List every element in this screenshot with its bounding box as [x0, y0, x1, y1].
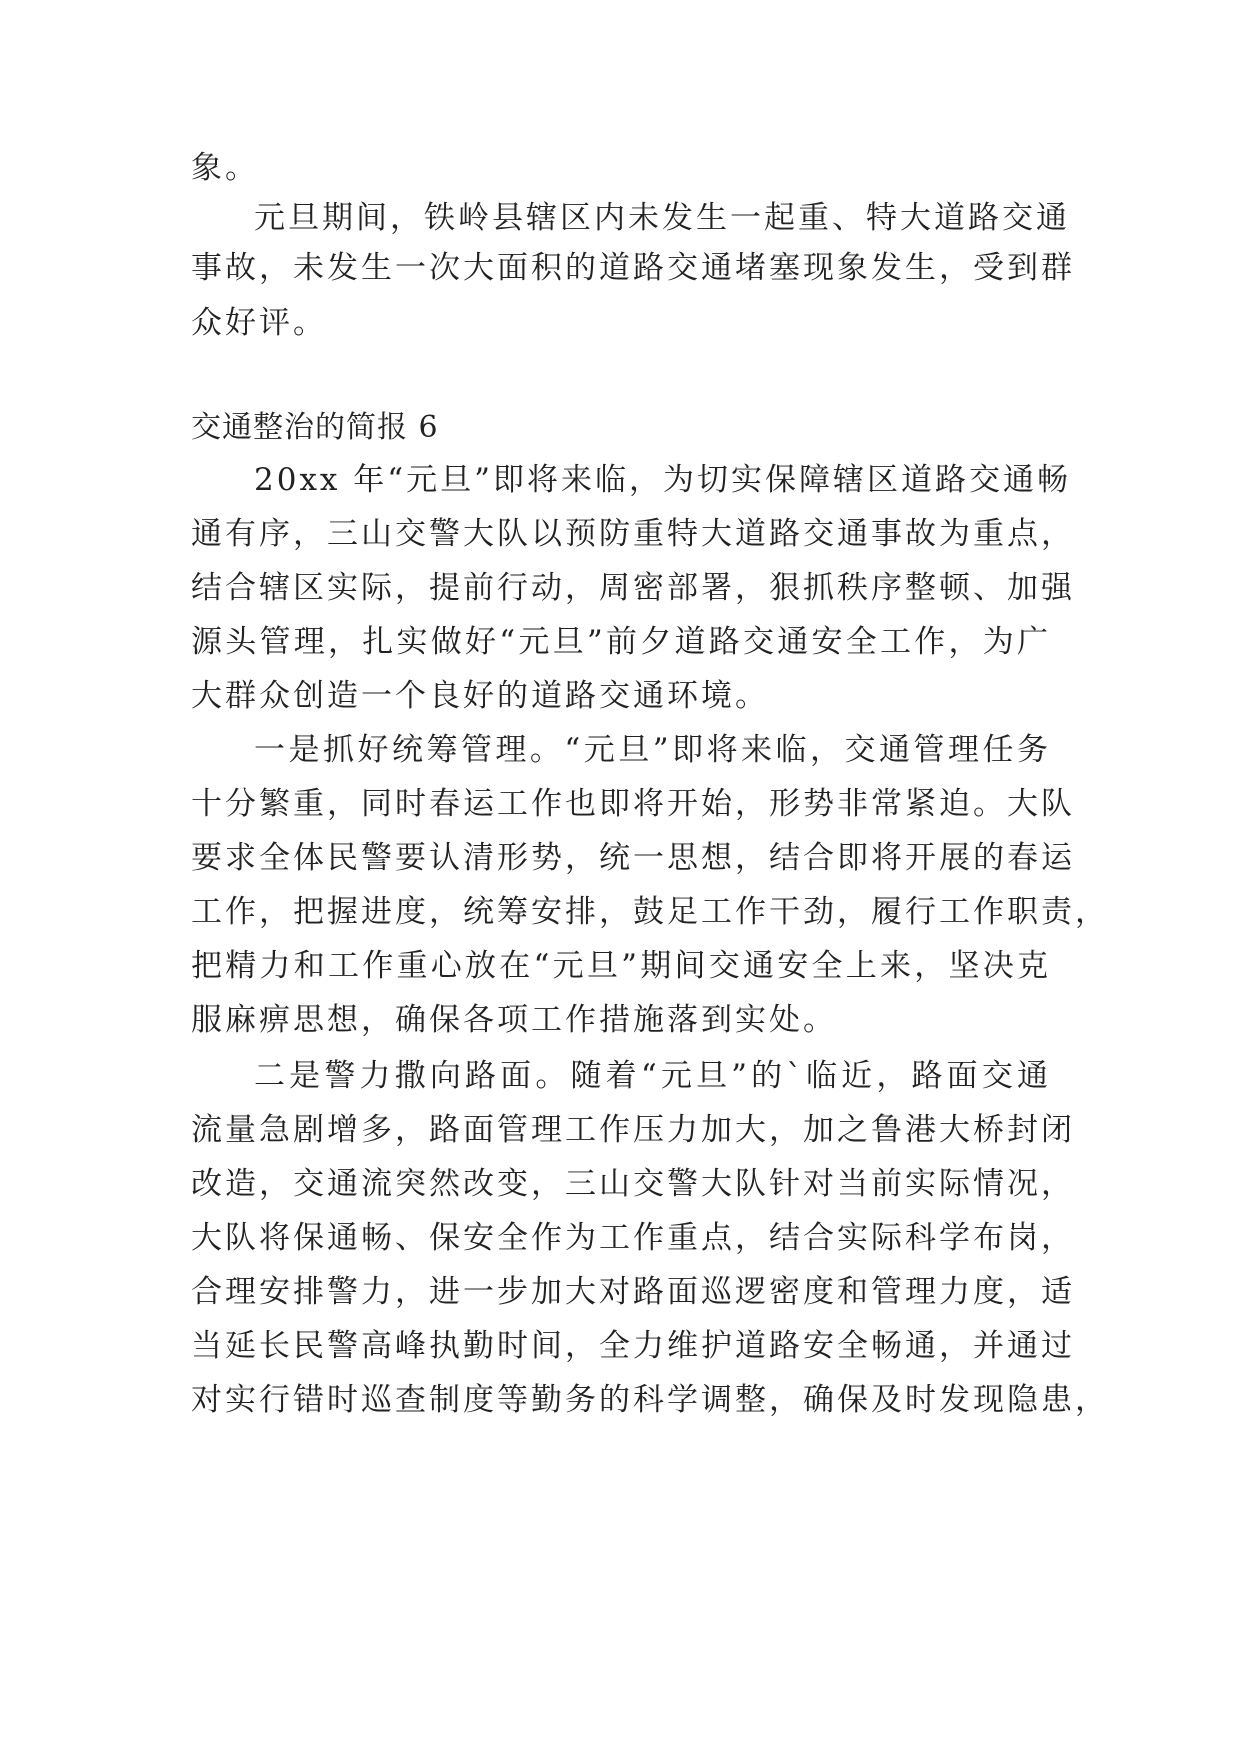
text-line: 对实行错时巡查制度等勤务的科学调整，确保及时发现隐患， — [191, 1382, 1109, 1418]
text-line: 结合辖区实际，提前行动，周密部署，狠抓秩序整顿、加强 — [191, 570, 1075, 606]
text-line: 众好评。 — [191, 305, 327, 341]
text-line: 合理安排警力，进一步加大对路面巡逻密度和管理力度，适 — [191, 1274, 1075, 1310]
text-line: 流量急剧增多，路面管理工作压力加大，加之鲁港大桥封闭 — [191, 1112, 1075, 1148]
text-line: 十分繁重，同时春运工作也即将开始，形势非常紧迫。大队 — [191, 786, 1075, 822]
paragraph-start-line: 元旦期间，铁岭县辖区内未发生一起重、特大道路交通 — [254, 200, 1070, 236]
section-heading: 交通整治的简报 6 — [191, 410, 439, 445]
text-line: 通有序，三山交警大队以预防重特大道路交通事故为重点， — [191, 516, 1075, 552]
text-line: 要求全体民警要认清形势，统一思想，结合即将开展的春运 — [191, 840, 1075, 876]
text-line: 源头管理，扎实做好“元旦”前夕道路交通安全工作，为广 — [191, 624, 1051, 660]
text-line: 大队将保通畅、保安全作为工作重点，结合实际科学布岗， — [191, 1220, 1075, 1256]
text-line: 当延长民警高峰执勤时间，全力维护道路安全畅通，并通过 — [191, 1328, 1075, 1364]
text-line: 工作，把握进度，统筹安排，鼓足工作干劲，履行工作职责， — [191, 894, 1109, 930]
text-line: 事故，未发生一次大面积的道路交通堵塞现象发生，受到群 — [191, 250, 1075, 286]
text-line: 服麻痹思想，确保各项工作措施落到实处。 — [191, 1002, 837, 1038]
paragraph-start-line: 一是抓好统筹管理。“元旦”即将来临，交通管理任务 — [254, 732, 1051, 768]
text-line: 改造，交通流突然改变，三山交警大队针对当前实际情况， — [191, 1166, 1075, 1202]
text-line: 大群众创造一个良好的道路交通环境。 — [191, 678, 769, 714]
text-line: 把精力和工作重心放在“元旦”期间交通安全上来，坚决克 — [191, 948, 1051, 984]
paragraph-start-line: 20xx 年“元旦”即将来临，为切实保障辖区道路交通畅 — [254, 462, 1071, 498]
paragraph-start-line: 二是警力撒向路面。随着“元旦”的`临近，路面交通 — [254, 1058, 1051, 1094]
text-line: 象。 — [191, 150, 259, 186]
